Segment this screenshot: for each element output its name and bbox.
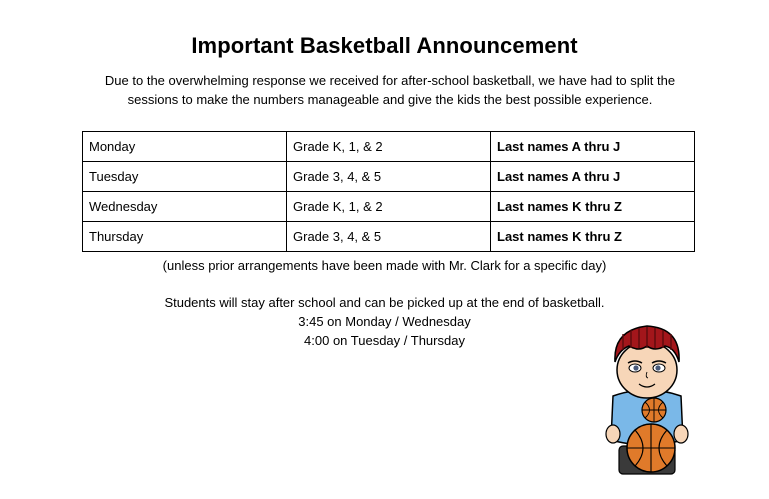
arrangement-note: (unless prior arrangements have been made with Mr. Clark for a specific day): [162, 258, 607, 273]
day-cell: Tuesday: [83, 162, 287, 192]
grades-cell: Grade K, 1, & 2: [287, 132, 491, 162]
names-cell: Last names K thru Z: [491, 192, 695, 222]
names-cell: Last names K thru Z: [491, 222, 695, 252]
day-cell: Thursday: [83, 222, 287, 252]
day-cell: Wednesday: [83, 192, 287, 222]
table-row: [83, 222, 695, 252]
pickup-time-mon-wed: 3:45 on Monday / Wednesday: [298, 314, 471, 329]
intro-paragraph: Due to the overwhelming response we received for after-school basketball, we have had to split the sessions to make the numbers manageable and give the kids the best possible experience.: [104, 73, 676, 107]
table-row: [83, 132, 695, 162]
day-cell: Monday: [83, 132, 287, 162]
names-cell: Last names A thru J: [491, 132, 695, 162]
table-row: [83, 192, 695, 222]
names-cell: Last names A thru J: [491, 162, 695, 192]
pickup-time-tue-thu: 4:00 on Tuesday / Thursday: [304, 333, 465, 348]
boy-with-basketball-icon: [605, 318, 689, 478]
grades-cell: Grade 3, 4, & 5: [287, 162, 491, 192]
schedule-table: [82, 131, 695, 252]
grades-cell: Grade K, 1, & 2: [287, 192, 491, 222]
grades-cell: Grade 3, 4, & 5: [287, 222, 491, 252]
table-row: [83, 162, 695, 192]
pickup-line: Students will stay after school and can be picked up at the end of basketball.: [164, 295, 605, 310]
announcement-title: Important Basketball Announcement: [191, 33, 578, 58]
